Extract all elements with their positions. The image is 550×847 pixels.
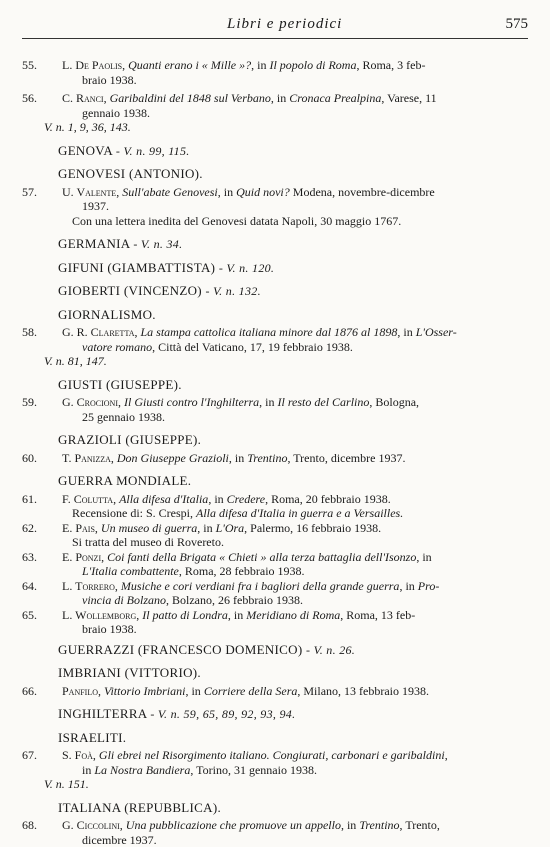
heading-text: GIOBERTI (VINCENZO) [58,283,202,298]
entry-number: 62. [22,521,62,536]
entry-connector: , in [197,521,212,535]
heading-text: ITALIANA (REPUBBLICA). [58,800,221,815]
subject-heading-guerrazzi [22,643,528,658]
entry-author: L. De Paolis, [62,58,125,72]
entry-number: 55. [22,58,62,73]
entry-periodical: L'Italia combattente [82,564,179,578]
subject-heading-italiana [22,801,528,816]
entry-title: Gli ebrei nel Risorgimento italiano. Congiurati, carbonari e garibaldini [99,748,445,762]
entry-connector: , in [228,608,243,622]
entry-place-date: , Roma, 13 feb- [340,608,415,622]
subject-heading-gifuni [22,261,528,276]
entry-continuation: gennaio 1938. [62,106,528,121]
entry-continuation: braio 1938. [62,73,528,88]
cross-reference: V. n. 1, 9, 36, 143. [22,120,528,135]
entry-number: 57. [22,185,62,200]
entry-note: Con una lettera inedita del Genovesi datata Napoli, 30 maggio 1767. [22,214,528,229]
entry-59 [22,395,528,424]
entry-65 [22,608,528,637]
entry-number: 58. [22,325,62,340]
entry-title: Coi fanti della Brigata « Chieti » alla terza battaglia dell'Isonzo [107,550,416,564]
entry-connector: , in [416,550,431,564]
entry-title: Quanti erano i « Mille »? [128,58,251,72]
entry-title: Il patto di Londra [142,608,228,622]
entry-author: S. Foà, [62,748,96,762]
entry-number: 68. [22,818,62,833]
note-text: Recensione di: S. Crespi, [72,506,193,520]
entry-title: La stampa cattolica italiana minore dal 1876 al 1898 [140,325,397,339]
entry-periodical-cont: vatore romano [82,340,152,354]
heading-text: GRAZIOLI (GIUSEPPE). [58,432,201,447]
heading-xref: - V. n. 34. [133,237,182,251]
entry-title: Il Giusti contro l'Inghilterra [124,395,259,409]
entry-continuation [62,763,528,778]
heading-text: IMBRIANI (VITTORIO). [58,665,201,680]
entry-number: 61. [22,492,62,507]
heading-xref: - V. n. 132. [205,284,260,298]
entry-58 [22,325,528,354]
cross-reference: V. n. 81, 147. [22,354,528,369]
subject-heading-germania [22,237,528,252]
entry-68 [22,818,528,847]
heading-text: GENOVA [58,143,112,158]
entry-place-date: , Roma, 20 febbraio 1938. [265,492,391,506]
entry-periodical: Trentino [247,451,287,465]
entry-place-date: , Torino, 31 gennaio 1938. [190,763,317,777]
entry-periodical: L'Osser- [416,325,457,339]
entry-place-date: , Varese, 11 [381,91,436,105]
subject-heading-imbriani [22,666,528,681]
entry-title: Garibaldini del 1848 sul Verbano [110,91,271,105]
entry-periodical: La Nostra Bandiera [94,763,190,777]
entry-number: 60. [22,451,62,466]
entry-periodical: Il resto del Carlino [277,395,369,409]
entry-note: Si tratta del museo di Rovereto. [22,535,528,550]
entry-61 [22,492,528,507]
subject-heading-guerra-mondiale [22,474,528,489]
entry-connector: , in [341,818,356,832]
entry-place-date: , Roma, 28 febbraio 1938. [179,564,305,578]
entry-periodical: L'Ora [216,521,245,535]
entry-connector: , in [218,185,233,199]
entry-author: L. Wollemborg, [62,608,139,622]
entry-55 [22,58,528,87]
page-header [22,14,528,39]
subject-heading-israeliti [22,731,528,746]
entry-author: L. Torrero, [62,579,118,593]
bibliography-body [22,58,528,847]
entry-title: Una pubblicazione che promuove un appello [126,818,341,832]
entry-place-date: , Palermo, 16 febbraio 1938. [244,521,381,535]
entry-number: 67. [22,748,62,763]
heading-text: GUERRAZZI (FRANCESCO DOMENICO) [58,642,302,657]
entry-connector: , in [208,492,223,506]
heading-text: GIFUNI (GIAMBATTISTA) [58,260,215,275]
entry-periodical: Quid novi? [236,185,290,199]
entry-place-date: , Milano, 13 febbraio 1938. [297,684,429,698]
entry-place-date: , Bologna, [369,395,419,409]
entry-continuation [62,593,528,608]
entry-connector: , in [185,684,200,698]
entry-periodical: Trentino [359,818,399,832]
entry-continuation [62,564,528,579]
entry-author: Panfilo, [62,684,101,698]
entry-author: G. Ciccolini, [62,818,123,832]
entry-periodical: Credere [227,492,265,506]
subject-heading-gioberti [22,284,528,299]
entry-continuation [62,340,528,355]
entry-author: F. Colutta, [62,492,116,506]
entry-title: Sull'abate Genovesi [122,185,218,199]
entry-place-date: , Bolzano, 26 febbraio 1938. [166,593,303,607]
entry-continuation: dicembre 1937. [62,833,528,847]
entry-60 [22,451,528,466]
cross-reference: V. n. 151. [22,777,528,792]
heading-text: GUERRA MONDIALE. [58,473,191,488]
heading-xref: - V. n. 99, 115. [116,144,190,158]
entry-title: Alla difesa d'Italia [119,492,208,506]
heading-text: INGHILTERRA [58,706,147,721]
entry-author: G. Crocioni, [62,395,121,409]
entry-number: 64. [22,579,62,594]
entry-author: U. Valente, [62,185,119,199]
entry-connector: , in [251,58,266,72]
entry-connector: , in [259,395,274,409]
entry-continuation: 1937. [62,199,528,214]
entry-periodical: Pro- [418,579,440,593]
entry-place-date: , Città del Vaticano, 17, 19 febbraio 1938. [152,340,353,354]
entry-title: Un museo di guerra [101,521,197,535]
running-title: Libri e periodici [227,16,342,33]
subject-heading-giusti [22,378,528,393]
subject-heading-inghilterra [22,707,528,722]
subject-heading-giornalismo [22,308,528,323]
entry-periodical: Corriere della Sera [204,684,298,698]
entry-periodical: Cronaca Prealpina [289,91,381,105]
entry-title: Don Giuseppe Grazioli [117,451,229,465]
entry-note [22,506,528,521]
entry-63 [22,550,528,579]
entry-author: E. Ponzi, [62,550,104,564]
entry-title: Vittorio Imbriani [104,684,185,698]
entry-number: 59. [22,395,62,410]
entry-connector: , [445,748,448,762]
entry-place-date: , Roma, 3 feb- [356,58,425,72]
entry-author: T. Panizza, [62,451,114,465]
entry-place-date: , Trento, dicembre 1937. [287,451,405,465]
heading-text: GERMANIA [58,236,130,251]
entry-periodical-cont: vincia di Bolzano [82,593,166,607]
heading-text: GIUSTI (GIUSEPPE). [58,377,182,392]
entry-connector: , in [229,451,244,465]
entry-author: C. Ranci, [62,91,107,105]
entry-author: G. R. Claretta, [62,325,137,339]
entry-56 [22,91,528,120]
note-title: Alla difesa d'Italia in guerra e a Versailles. [196,506,403,520]
entry-64 [22,579,528,608]
entry-62 [22,521,528,536]
subject-heading-genovesi [22,167,528,182]
entry-67 [22,748,528,777]
entry-number: 66. [22,684,62,699]
entry-number: 63. [22,550,62,565]
entry-connector-2: in [82,763,91,777]
entry-connector: , in [399,579,414,593]
entry-connector: , in [271,91,286,105]
entry-periodical: Meridiano di Roma [246,608,340,622]
page-number: 575 [506,16,529,33]
entry-place-date: , Trento, [400,818,440,832]
entry-continuation: 25 gennaio 1938. [62,410,528,425]
heading-xref: - V. n. 26. [306,643,355,657]
heading-text: GENOVESI (ANTONIO). [58,166,203,181]
entry-number: 65. [22,608,62,623]
entry-number: 56. [22,91,62,106]
entry-title: Musiche e cori verdiani fra i bagliori della grande guerra [121,579,400,593]
entry-author: E. Pais, [62,521,98,535]
entry-66 [22,684,528,699]
entry-place-date: Modena, novembre-dicembre [290,185,435,199]
heading-text: ISRAELITI. [58,730,126,745]
subject-heading-grazioli [22,433,528,448]
heading-xref: - V. n. 120. [219,261,274,275]
entry-periodical: Il popolo di Roma [269,58,356,72]
subject-heading-genova [22,144,528,159]
entry-57 [22,185,528,214]
entry-continuation: braio 1938. [62,622,528,637]
heading-xref: - V. n. 59, 65, 89, 92, 93, 94. [150,707,295,721]
heading-text: GIORNALISMO. [58,307,156,322]
entry-connector: , in [397,325,412,339]
